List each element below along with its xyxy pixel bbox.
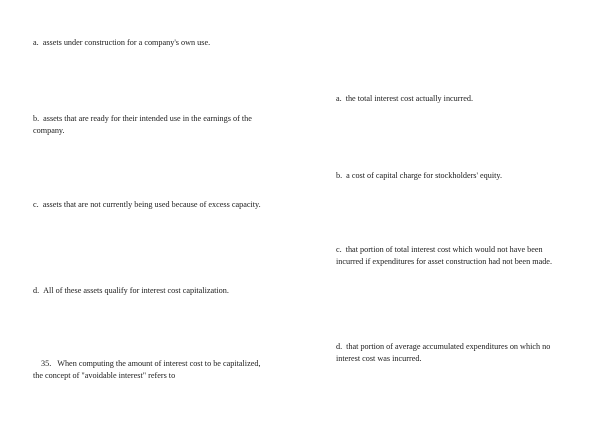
answer-option-b-previous — [33, 113, 265, 136]
option-label: c. — [336, 245, 342, 254]
question-text: When computing the amount of interest cost to be capitalized, the concept of "avoidable interest" refers to — [33, 359, 261, 380]
answer-option-a-previous — [33, 37, 273, 49]
answer-option-c — [336, 244, 558, 267]
question-35 — [33, 358, 265, 381]
option-text: that portion of average accumulated expenditures on which no interest cost was incurred. — [336, 342, 551, 363]
option-label: d. — [33, 286, 40, 295]
option-text: assets that are not currently being used because of excess capacity. — [42, 200, 261, 209]
answer-option-c-previous — [33, 199, 265, 211]
option-label: a. — [336, 94, 342, 103]
option-text: the total interest cost actually incurred. — [345, 94, 474, 103]
option-text: a cost of capital charge for stockholders' equity. — [346, 171, 502, 180]
answer-option-a — [336, 93, 566, 105]
option-text: that portion of total interest cost which would not have been incurred if expenditures for asset construction had not been made. — [336, 245, 552, 266]
answer-option-d-previous — [33, 285, 273, 297]
option-label: c. — [33, 200, 39, 209]
option-label: a. — [33, 38, 39, 47]
option-label: b. — [336, 171, 343, 180]
option-label: b. — [33, 114, 40, 123]
option-label: d. — [336, 342, 343, 351]
question-number: 35. — [41, 359, 52, 368]
option-text: assets that are ready for their intended use in the earnings of the company. — [33, 114, 252, 135]
option-text: All of these assets qualify for interest cost capitalization. — [43, 286, 229, 295]
answer-option-b — [336, 170, 566, 182]
option-text: assets under construction for a company's own use. — [42, 38, 211, 47]
answer-option-d — [336, 341, 558, 364]
